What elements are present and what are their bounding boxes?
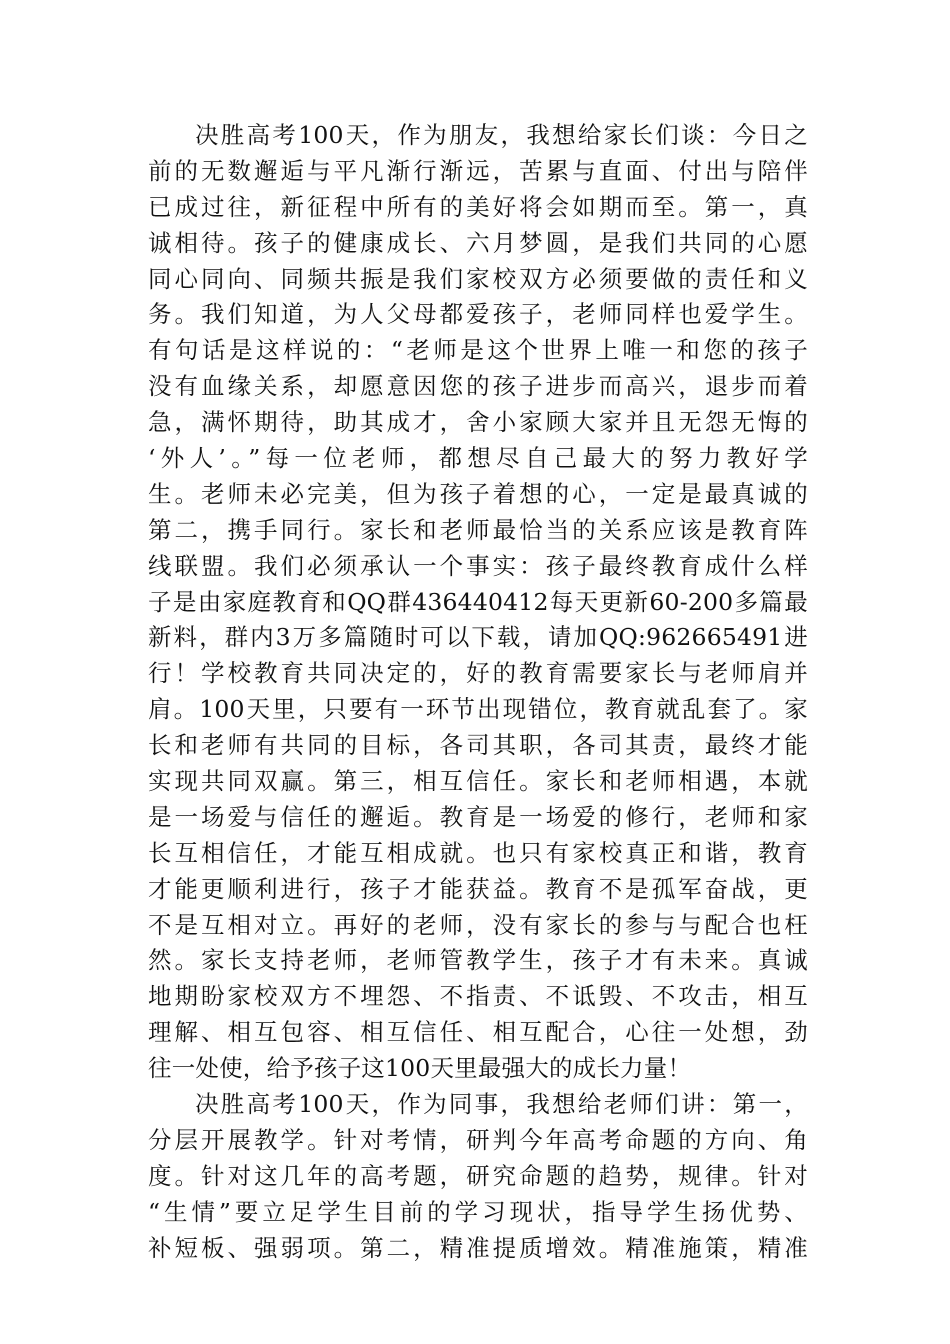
text-line: 补短板、强弱项。第二，精准提质增效。精准施策，精准: [148, 1233, 808, 1262]
text-line: 子是由家庭教育和QQ群436440412每天更新60-200多篇最: [148, 587, 808, 616]
text-line: 新料，群内3万多篇随时可以下载，请加QQ:962665491进: [148, 623, 808, 652]
text-line: 理解、相互包容、相互信任、相互配合，心往一处想，劲: [148, 1018, 808, 1047]
text-line: 长和老师有共同的目标，各司其职，各司其责，最终才能: [148, 731, 808, 760]
text-line: 才能更顺利进行，孩子才能获益。教育不是孤军奋战，更: [148, 874, 808, 903]
text-line: 诚相待。孩子的健康成长、六月梦圆，是我们共同的心愿: [148, 228, 808, 257]
text-line: 是一场爱与信任的邂逅。教育是一场爱的修行，老师和家: [148, 802, 808, 831]
text-line: 决胜高考100天，作为同事，我想给老师们讲：第一，: [195, 1090, 808, 1119]
text-line: 已成过往，新征程中所有的美好将会如期而至。第一，真: [148, 192, 808, 221]
text-line: 务。我们知道，为人父母都爱孩子，老师同样也爱学生。: [148, 300, 808, 329]
text-line: 度。针对这几年的高考题，研究命题的趋势，规律。针对: [148, 1161, 808, 1190]
text-line: 前的无数邂逅与平凡渐行渐远，苦累与直面、付出与陪伴: [148, 156, 808, 185]
text-line: 线联盟。我们必须承认一个事实：孩子最终教育成什么样: [148, 551, 808, 580]
text-line: 实现共同双赢。第三，相互信任。家长和老师相遇，本就: [148, 767, 808, 796]
text-line: 第二，携手同行。家长和老师最恰当的关系应该是教育阵: [148, 515, 808, 544]
text-line: 同心同向、同频共振是我们家校双方必须要做的责任和义: [148, 264, 808, 293]
text-line: ‘外人’。”每一位老师，都想尽自己最大的努力教好学: [148, 444, 808, 473]
text-line: 行！学校教育共同决定的，好的教育需要家长与老师肩并: [148, 659, 808, 688]
text-line: “生情”要立足学生目前的学习现状，指导学生扬优势、: [148, 1197, 808, 1226]
text-line: 急，满怀期待，助其成才，舍小家顾大家并且无怨无悔的: [148, 408, 808, 437]
text-line: 长互相信任，才能互相成就。也只有家校真正和谐，教育: [148, 838, 808, 867]
text-line: 往一处使，给予孩子这100天里最强大的成长力量！: [148, 1054, 692, 1083]
text-line: 有句话是这样说的：“老师是这个世界上唯一和您的孩子: [148, 336, 808, 365]
text-line: 肩。100天里，只要有一环节出现错位，教育就乱套了。家: [148, 695, 808, 724]
text-line: 决胜高考100天，作为朋友，我想给家长们谈：今日之: [195, 121, 808, 149]
text-line: 分层开展教学。针对考情，研判今年高考命题的方向、角: [148, 1125, 808, 1154]
text-line: 然。家长支持老师，老师管教学生，孩子才有未来。真诚: [148, 946, 808, 975]
text-line: 生。老师未必完美，但为孩子着想的心，一定是最真诚的: [148, 479, 808, 508]
text-line: 不是互相对立。再好的老师，没有家长的参与与配合也枉: [148, 910, 808, 939]
text-line: 地期盼家校双方不埋怨、不指责、不诋毁、不攻击，相互: [148, 982, 808, 1011]
paragraph-teachers: [148, 1087, 808, 1266]
text-line: 没有血缘关系，却愿意因您的孩子进步而高兴，退步而着: [148, 372, 808, 401]
paragraph-parents: [148, 118, 808, 1087]
document-body: [148, 118, 808, 1267]
